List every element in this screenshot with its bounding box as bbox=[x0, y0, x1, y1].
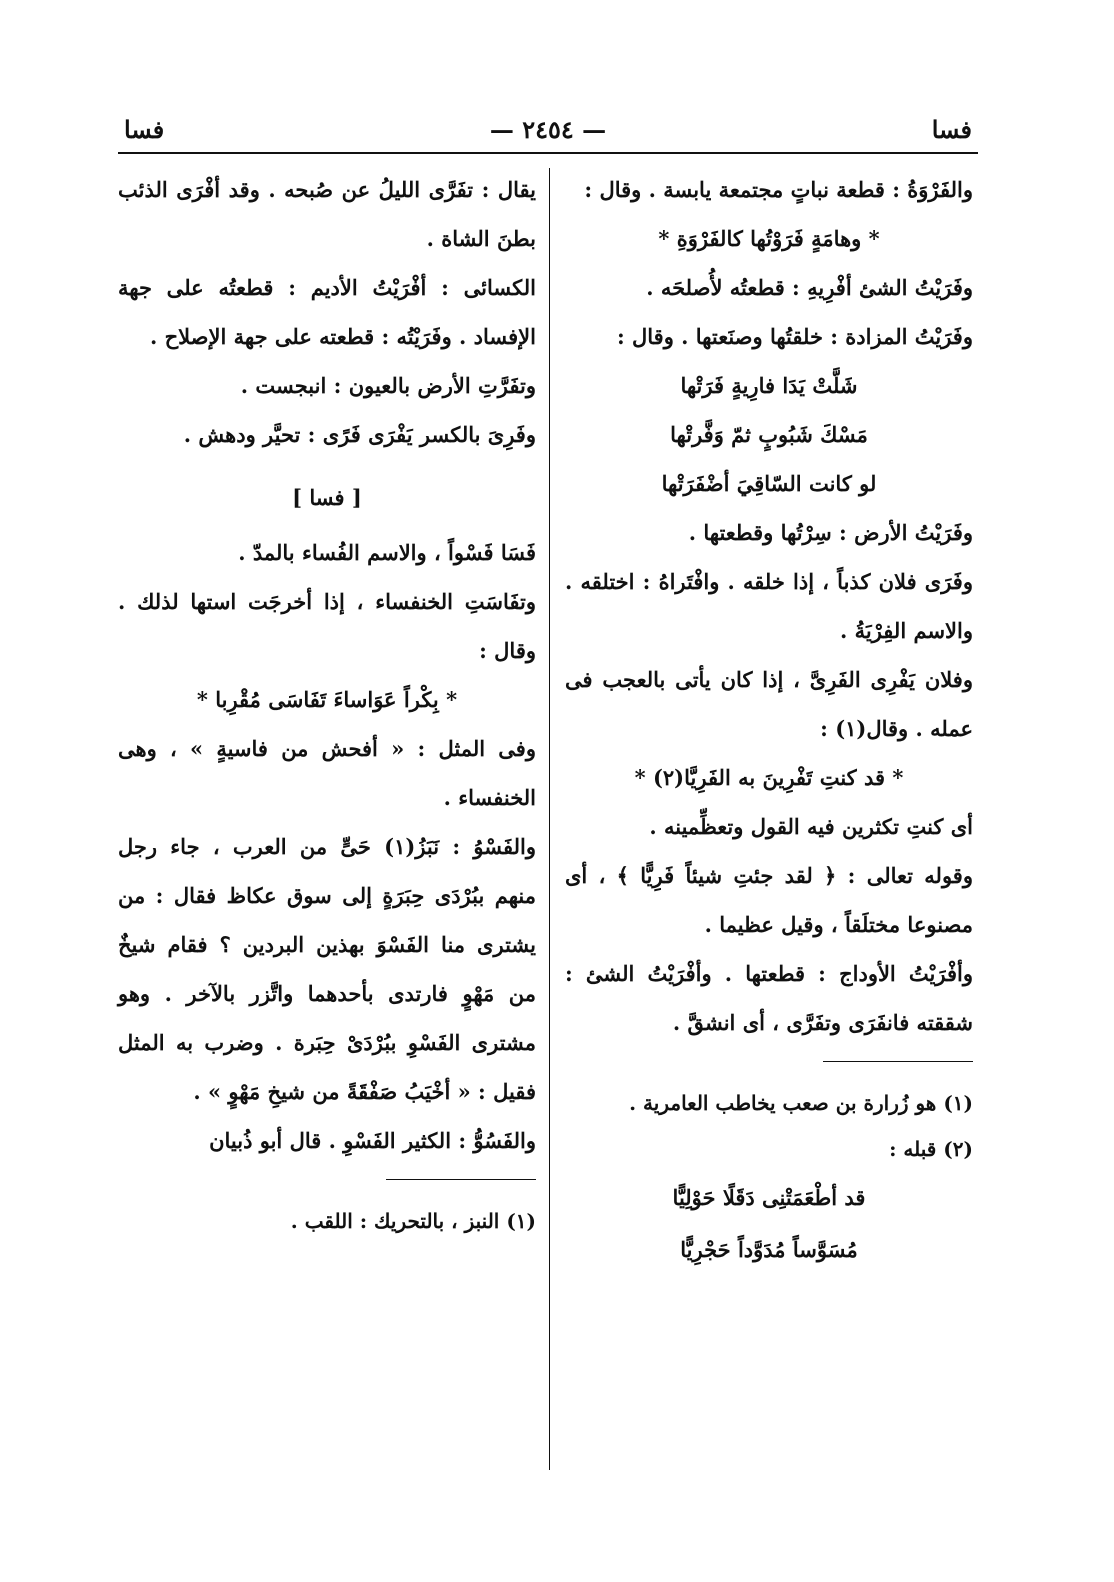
verse: * قد كنتِ تَفْرِينَ به الفَرِيَّا(٢) * bbox=[634, 765, 904, 790]
paragraph: والفَسْوُ : نَبَزُ(١) حَىٍّ من العرب ، جاء رجل منهم ببُرْدَى حِبَرَةٍ إلى سوق عكاظ فقال : من يشترى منا الفَسْوَ بهذين البردين ؟ فقام شيخٌ من مَهْوٍ فارتدى بأحدهما واتَّزر بالآخر . وهو مشترى الفَسْوِ ببُرْدَىْ حِبَرة . وضرب به المثل فقيل : « أخْيَبُ صَفْقَةً من شيخِ مَهْوٍ » . bbox=[118, 834, 536, 1104]
header-rule bbox=[118, 152, 978, 154]
footnote: (٢) قبله : bbox=[889, 1137, 973, 1161]
paragraph: فَسَا فَسْواً ، والاسم الفُساء بالمدّ . bbox=[238, 540, 536, 565]
paragraph: وتفَاسَتِ الخنفساء ، إذا أخرجَت استها لذلك . وقال : bbox=[118, 589, 536, 663]
paragraph: والفَسُوُّ : الكثير الفَسْوِ . قال أبو ذُبيان bbox=[209, 1128, 536, 1153]
paragraph: وفَرَيْتُ الشئ أفْرِيهِ : قطعتُه لأُصلحَه . bbox=[646, 275, 973, 300]
verse: مَسْكَ شَبُوبٍ ثمّ وَفَّرتْها bbox=[670, 422, 868, 447]
column-divider bbox=[549, 168, 550, 1470]
paragraph: وتفَرَّتِ الأرض بالعيون : انبجست . bbox=[240, 373, 536, 398]
header-right-title: فسا bbox=[931, 115, 972, 144]
paragraph: وقوله تعالى : ﴿ لقد جئتِ شيئاً فَرِيًّا ﴾ ، أى مصنوعا مختلَقاً ، وقيل عظيما . bbox=[565, 863, 973, 937]
paragraph: وأفْرَيْتُ الأوداج : قطعتها . وأفْرَيْتُ الشئ : شققته فانفَرَى وتفَرَّى ، أى انشقَّ . bbox=[565, 961, 973, 1035]
paragraph: والفَرْوَةُ : قطعة نباتٍ مجتمعة يابسة . وقال : bbox=[584, 177, 973, 202]
footnote-rule bbox=[386, 1179, 536, 1180]
footnote: (١) النبز ، بالتحريك : اللقب . bbox=[290, 1209, 536, 1233]
verse: لو كانت السّاقِيَ أضْفَرَتْها bbox=[661, 471, 877, 496]
right-column bbox=[565, 165, 973, 1276]
left-column bbox=[118, 165, 536, 1244]
verse: * وهامَةٍ فَرَوْتُها كالفَرْوَةِ * bbox=[658, 226, 880, 251]
page-number: — ٢٤٥٤ — bbox=[489, 115, 607, 144]
header-left-title: فسا bbox=[124, 115, 165, 144]
paragraph: وفلان يَفْرِى الفَرِىَّ ، إذا كان يأتى بالعجب فى عمله . وقال(١) : bbox=[565, 667, 973, 741]
footnote: (١) هو زُرارة بن صعب يخاطب العامرية . bbox=[629, 1091, 973, 1115]
paragraph: وفَرِىَ بالكسر يَفْرَى فَرًى : تحيَّر ودهش . bbox=[183, 422, 536, 447]
footnote-verse: مُسَوَّساً مُدَوَّداً حَجْرِيًّا bbox=[680, 1237, 858, 1262]
page-header bbox=[118, 110, 978, 150]
paragraph: وفَرَيْتُ المزادة : خلقتُها وصنَعتها . وقال : bbox=[616, 324, 973, 349]
verse: * بِكْراً عَوَاساءَ تَفَاسَى مُقْرِبا * bbox=[196, 687, 458, 712]
footnote-rule bbox=[823, 1061, 973, 1062]
paragraph: وفَرَيْتُ الأرض : سِرْتُها وقطعتها . bbox=[688, 520, 973, 545]
section-title: [ فسا ] bbox=[292, 485, 362, 510]
paragraph: أى كنتِ تكثرين فيه القول وتعظِّمينه . bbox=[649, 814, 973, 839]
footnote-verse: قد أطْعَمَتْنِى دَقَلًا حَوْلِيًّا bbox=[672, 1185, 866, 1210]
paragraph: وفى المثل : « أفحش من فاسيةٍ » ، وهى الخنفساء . bbox=[118, 736, 536, 810]
paragraph: يقال : تفَرَّى الليلُ عن صُبحه . وقد أفْرَى الذئب بطنَ الشاة . bbox=[118, 177, 536, 251]
verse: شَلَّتْ يَدَا فارِيةٍ فَرَتْها bbox=[680, 373, 858, 398]
paragraph: الكسائى : أفْرَيْتُ الأديم : قطعتُه على جهة الإفساد . وفَرَيْتُه : قطعته على جهة الإصلاح . bbox=[118, 275, 536, 349]
paragraph: وفَرَى فلان كذباً ، إذا خلقه . وافْتَراهُ : اختلقه . والاسم الفِرْيَةُ . bbox=[565, 569, 973, 643]
